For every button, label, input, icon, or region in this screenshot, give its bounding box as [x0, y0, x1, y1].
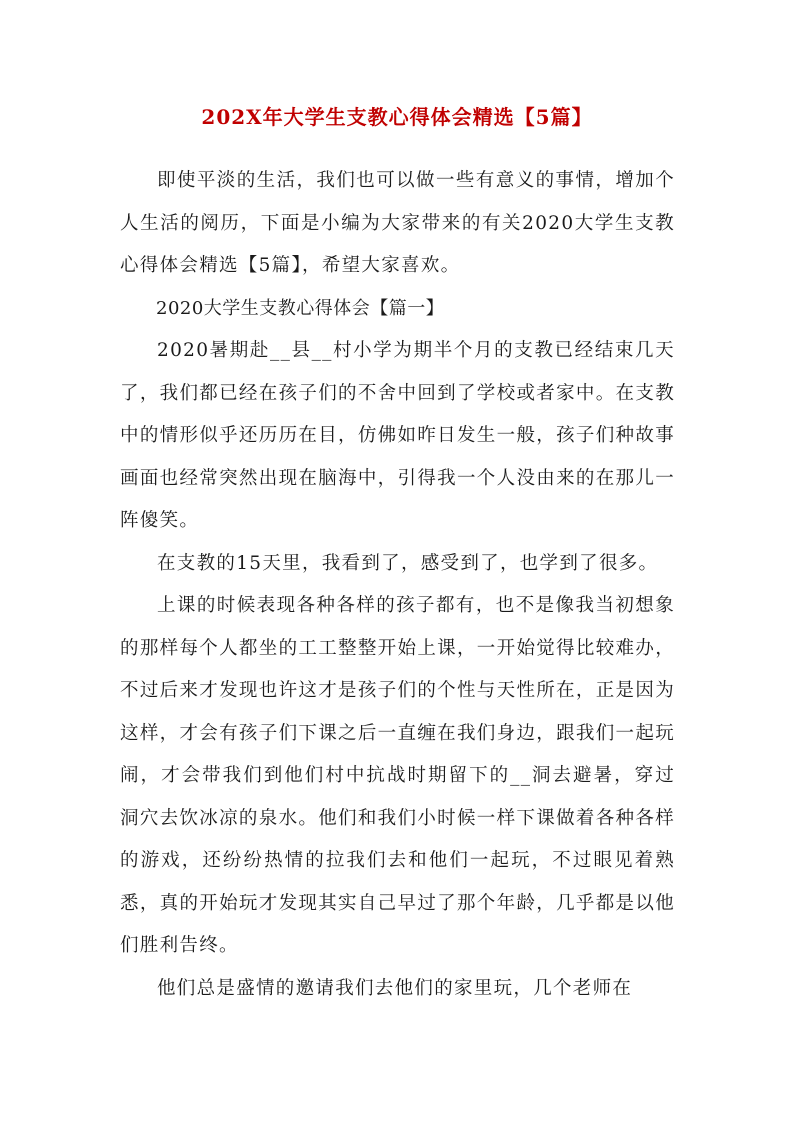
section-heading: 2020大学生支教心得体会【篇一】 — [156, 297, 445, 319]
intro-paragraph: 即使平淡的生活，我们也可以做一些有意义的事情，增加个人生活的阅历，下面是小编为大家带来的有关2020大学生支教心得体会精选【5篇】，希望大家喜欢。 — [120, 170, 675, 276]
document-body — [120, 160, 675, 1010]
body-paragraph-2: 在支教的15天里，我看到了，感受到了，也学到了很多。 — [157, 552, 659, 574]
body-paragraph-3: 上课的时候表现各种各样的孩子都有，也不是像我当初想象的那样每个人都坐的工工整整开始上课，一开始觉得比较难办，不过后来才发现也许这才是孩子们的个性与天性所在，正是因为这样，才会有孩子们下课之后一直缠在我们身边，跟我们一起玩闹，才会带我们到他们村中抗战时期留下的__洞去避暑，穿过洞穴去饮冰凉的泉水。他们和我们小时候一样下课做着各种各样的游戏，还纷纷热情的拉我们去和他们一起玩，不过眼见着熟悉，真的开始玩才发现其实自己早过了那个年龄，几乎都是以他们胜利告终。 — [120, 595, 675, 956]
body-paragraph-4: 他们总是盛情的邀请我们去他们的家里玩，几个老师在 — [157, 977, 633, 999]
body-paragraph-1: 2020暑期赴__县__村小学为期半个月的支教已经结束几天了，我们都已经在孩子们的不舍中回到了学校或者家中。在支教中的情形似乎还历历在目，仿佛如昨日发生一般，孩子们种故事画面也经常突然出现在脑海中，引得我一个人没由来的在那儿一阵傻笑。 — [120, 340, 675, 531]
document-title: 202X年大学生支教心得体会精选【5篇】 — [201, 105, 593, 129]
